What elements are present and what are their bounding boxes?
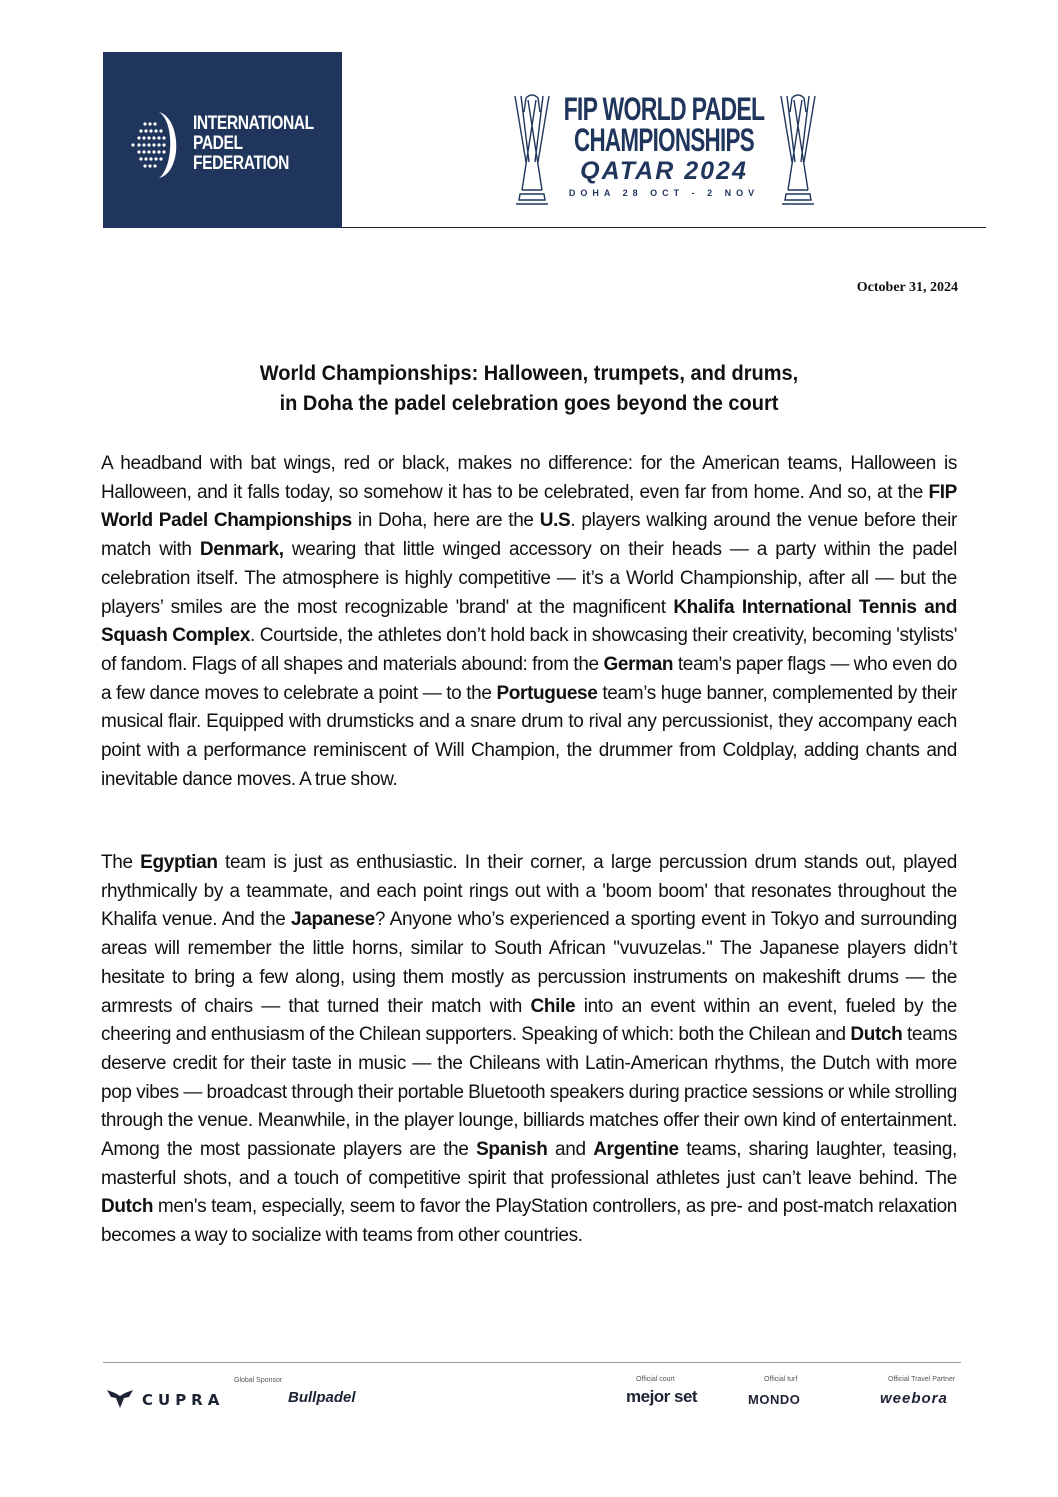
emphasized-text: Argentine xyxy=(593,1139,679,1161)
global-sponsor-label: Global Sponsor xyxy=(234,1377,283,1384)
text-run: . Courtside, the athletes don’t hold back in showcasing their creativity, becoming 'stylists' of fandom. Flags of all shapes and materials abound: from the xyxy=(101,625,957,675)
mondo-logo: MONDO xyxy=(748,1392,801,1407)
text-run: A headband with bat wings, red or black, makes no difference: for the American teams, Halloween is Halloween, and it falls today, so somehow it has to be celebrated, even far from home. And so, at the xyxy=(101,453,957,503)
text-run: and xyxy=(547,1139,594,1161)
event-dates: DOHA 28 OCT - 2 NOV xyxy=(568,188,760,198)
headline xyxy=(130,358,928,418)
world-championships-logo xyxy=(510,92,810,212)
text-run: team is just as enthusiastic. In their corner, a large percussion drum stands out, played rhythmically by a teammate, and each point rings out with a 'boom boom' that resonates throughout the Khalifa venue. And the xyxy=(101,852,957,931)
emphasized-text: German xyxy=(603,653,674,675)
body-paragraph-2 xyxy=(101,849,957,1251)
official-travel-partner-label: Official Travel Partner xyxy=(888,1376,956,1383)
text-run: The xyxy=(101,852,141,873)
fip-wordmark-line3: FEDERATION xyxy=(193,153,290,174)
fip-logo xyxy=(103,52,342,228)
headline-line1: World Championships: Halloween, trumpets, and drums, xyxy=(259,361,799,385)
official-court-label: Official court xyxy=(636,1376,675,1383)
emphasized-text: Egyptian xyxy=(140,852,218,873)
event-title-line1: FIP WORLD PADEL xyxy=(563,91,765,127)
text-run: teams deserve credit for their taste in music — the Chileans with Latin-American rhythms, the Dutch with more pop vibes — broadcast through their portable Bluetooth speakers during practice sessions or while strolling through the venue. Meanwhile, in the player lounge, billiards matches offer their own kind of entertainment. Among the most passionate players are the xyxy=(101,1024,957,1161)
text-run: ? Anyone who’s experienced a sporting event in Tokyo and surrounding areas will remember the little horns, similar to South African "vuvuzelas." The Japanese players didn’t hesitate to bring a few along, using them mostly as percussion instruments on makeshift drums — the armrests of chairs — that turned their match with xyxy=(101,909,957,1017)
fip-wordmark-line2: PADEL xyxy=(193,133,243,154)
event-title-line2: CHAMPIONSHIPS xyxy=(573,122,755,158)
official-turf-label: Official turf xyxy=(764,1376,798,1383)
mejorset-logo: mejor set xyxy=(626,1387,698,1406)
emphasized-text: Spanish xyxy=(476,1139,548,1161)
press-release-date: October 31, 2024 xyxy=(856,280,958,295)
text-run: team's paper flags — who even do a few dance moves to celebrate a point — to the xyxy=(101,653,958,704)
cupra-logo-icon xyxy=(107,1390,133,1408)
fip-wordmark xyxy=(193,114,314,174)
emphasized-text: Denmark, xyxy=(199,539,284,561)
trophy-icon xyxy=(512,92,552,207)
text-run: wearing that little winged accessory on their heads — a party within the padel celebration itself. The atmosphere is highly competitive — it’s a World Championship, after all — but the players’ smiles are the most recognizable 'brand' at the magnificent xyxy=(101,539,957,618)
text-run: men's team, especially, seem to favor the PlayStation controllers, as pre- and post-match relaxation becomes a way to socialize with teams from other countries. xyxy=(101,1196,957,1247)
bullpadel-logo: Bullpadel xyxy=(288,1389,356,1406)
text-run: . players walking around the venue before their match with xyxy=(101,510,958,561)
header-divider xyxy=(342,227,986,228)
text-run: in Doha, here are the xyxy=(351,510,540,532)
event-wordmark xyxy=(556,91,772,199)
emphasized-text: Portuguese xyxy=(496,682,598,704)
emphasized-text: FIP World Padel Championships xyxy=(101,481,957,532)
text-run: into an event within an event, fueled by the cheering and enthusiasm of the Chilean supporters. Speaking of which: both the Chilean and xyxy=(101,995,957,1046)
emphasized-text: Khalifa International Tennis and Squash Complex xyxy=(101,596,958,647)
trophy-icon xyxy=(778,92,818,207)
headline-line2: in Doha the padel celebration goes beyond the court xyxy=(279,391,779,415)
text-run: teams, sharing laughter, teasing, masterful shots, and a touch of competitive spirit that professional athletes just can’t leave behind. The xyxy=(101,1139,957,1189)
event-location-year: QATAR 2024 xyxy=(580,157,748,185)
emphasized-text: Dutch xyxy=(101,1196,154,1218)
body-paragraph-1 xyxy=(101,450,957,794)
cupra-logo: CUPRA xyxy=(142,1391,225,1409)
fip-wordmark-line1: INTERNATIONAL xyxy=(193,113,314,134)
weebora-logo: weebora xyxy=(880,1390,948,1407)
footer-divider xyxy=(103,1362,961,1363)
padel-racket-emblem-icon xyxy=(129,110,185,180)
emphasized-text: U.S xyxy=(539,510,571,532)
paragraph-text xyxy=(101,849,957,1251)
text-run: team’s huge banner, complemented by their musical flair. Equipped with drumsticks and a snare drum to rival any percussionist, they accompany each point with a performance reminiscent of Will Champion, the drummer from Coldplay, adding chants and inevitable dance moves. A true show. xyxy=(101,682,957,790)
emphasized-text: Japanese xyxy=(291,909,375,931)
emphasized-text: Dutch xyxy=(850,1024,903,1046)
paragraph-text xyxy=(101,450,957,794)
emphasized-text: Chile xyxy=(530,995,576,1017)
